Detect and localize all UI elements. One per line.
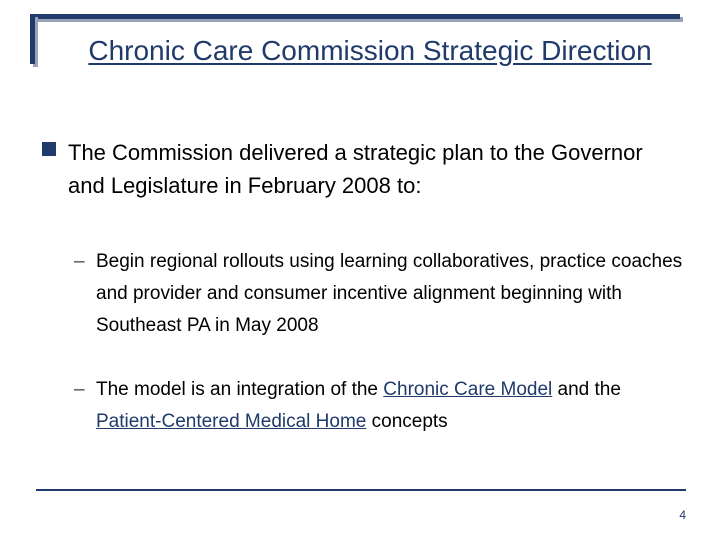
sub-bullet-2 <box>70 374 690 438</box>
title-frame-top-bar <box>30 14 680 19</box>
title-frame-left-bar <box>30 14 35 64</box>
medical-home-link[interactable]: Patient-Centered Medical Home <box>96 411 367 432</box>
sub-bullet-1-text: Begin regional rollouts using learning collaboratives, practice coaches and provider and consumer incentive alignment beginning with Southeast PA in May 2008 <box>96 251 683 336</box>
sub-bullet-1 <box>70 246 690 342</box>
sub-bullet-2-text <box>96 374 690 438</box>
slide-title: Chronic Care Commission Strategic Direction <box>88 35 652 66</box>
sub-bullet-2-text-mid: and the <box>552 379 621 400</box>
main-bullet-text: The Commission delivered a strategic plan to the Governor and Legislature in February 2008 to: <box>68 140 643 198</box>
dash-bullet-icon: – <box>74 251 85 272</box>
sub-bullet-2-text-before: The model is an integration of the <box>96 379 384 400</box>
dash-bullet-icon: – <box>74 379 85 400</box>
chronic-care-model-link[interactable]: Chronic Care Model <box>383 379 553 400</box>
sub-bullet-2-text-after: concepts <box>366 411 448 432</box>
main-bullet <box>42 136 682 202</box>
page-number: 4 <box>679 508 686 522</box>
footer-divider <box>36 489 686 491</box>
square-bullet-icon <box>42 142 56 156</box>
